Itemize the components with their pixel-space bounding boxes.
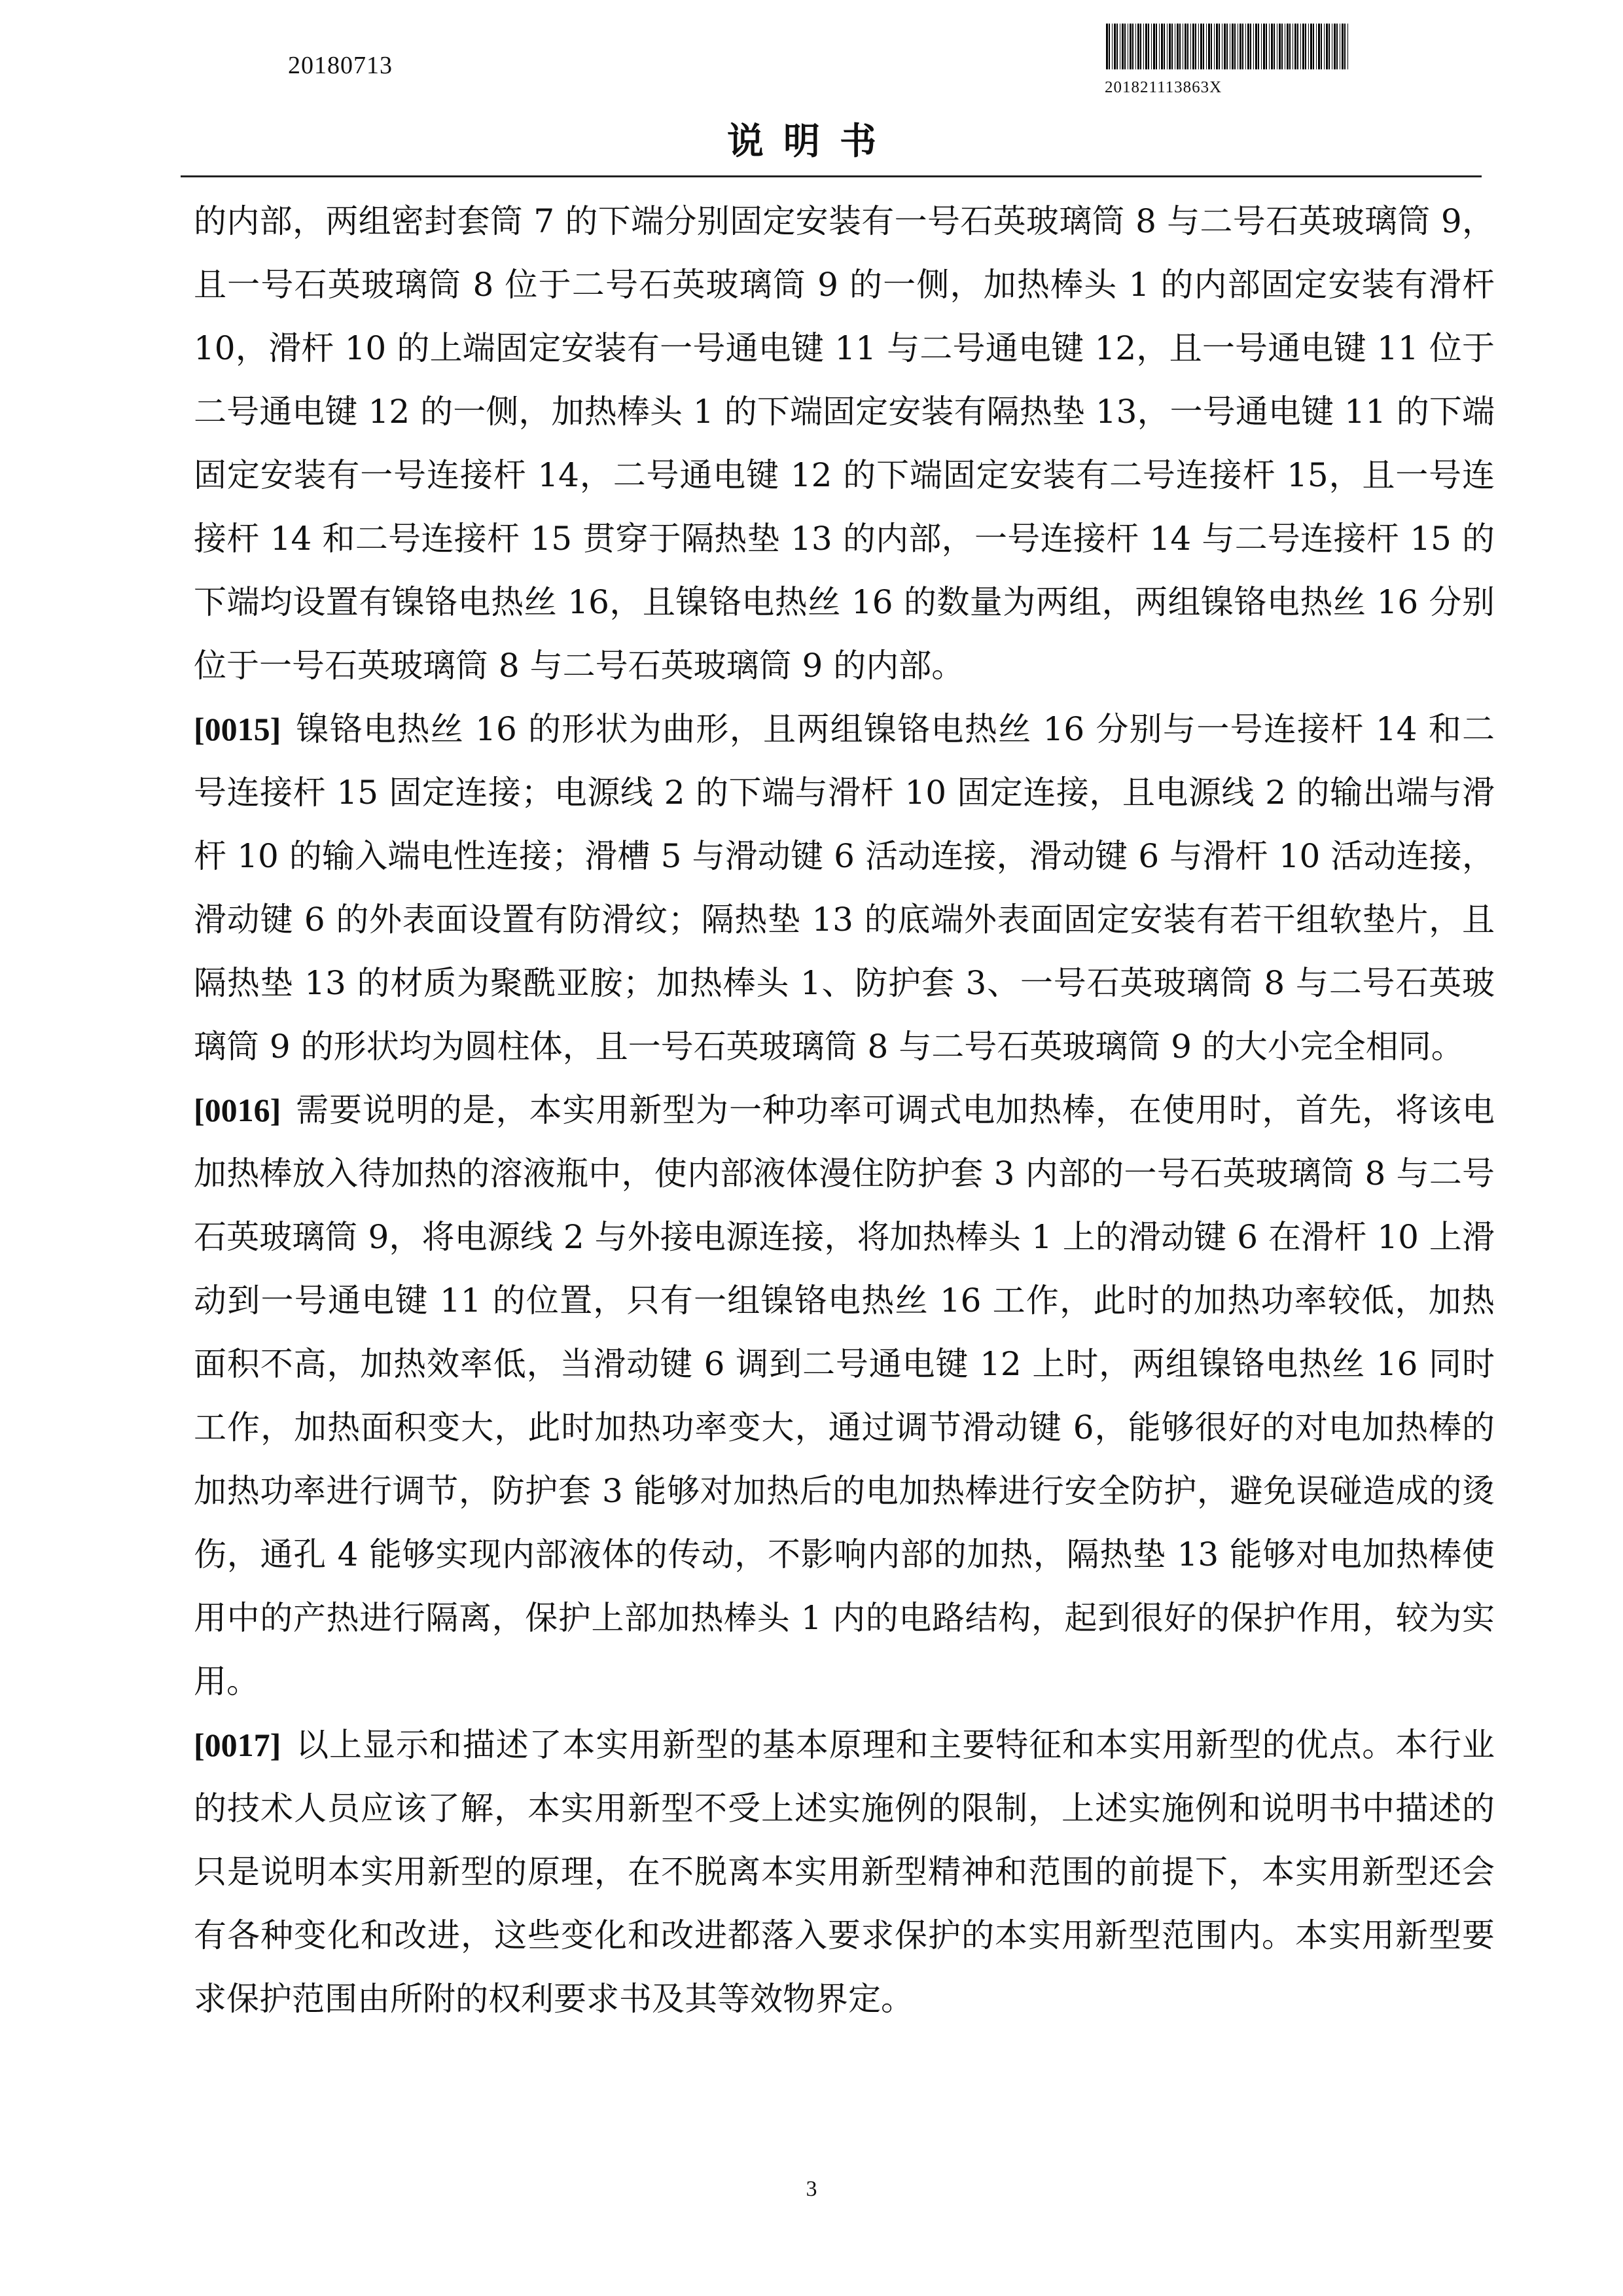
paragraph-text: 需要说明的是，本实用新型为一种功率可调式电加热棒，在使用时，首先，将该电加热棒放入待加热的溶液瓶中，使内部液体漫住防护套 3 内部的一号石英玻璃筒 8 与二号石英玻璃筒 9，将电源线 2 与外接电源连接，将加热棒头 1 上的滑动键 6 在滑杆 10 上滑动到一号通电键 11 的位置，只有一组镍铬电热丝 16 工作，此时的加热功率较低，加热面积不高，加热效率低，当滑动键 6 调到二号通电键 12 上时，两组镍铬电热丝 16 同时工作，加热面积变大，此时加热功率变大，通过调节滑动键 6，能够很好的对电加热棒的加热功率进行调节，防护套 3 能够对加热后的电加热棒进行安全防护，避免误碰造成的烫伤，通孔 4 能够实现内部液体的传动，不影响内部的加热，隔热垫 13 能够对电加热棒使用中的产热进行隔离，保护上部加热棒头 1 内的电路结构，起到很好的保护作用，较为实用。 [194, 1091, 1495, 1700]
paragraph-0016 [194, 1079, 1495, 1713]
paragraph-text: 的内部，两组密封套筒 7 的下端分别固定安装有一号石英玻璃筒 8 与二号石英玻璃筒 9，且一号石英玻璃筒 8 位于二号石英玻璃筒 9 的一侧，加热棒头 1 的内部固定安装有滑杆 10，滑杆 10 的上端固定安装有一号通电键 11 与二号通电键 12，且一号通电键 11 位于二号通电键 12 的一侧，加热棒头 1 的下端固定安装有隔热垫 13，一号通电键 11 的下端固定安装有一号连接杆 14，二号通电键 12 的下端固定安装有二号连接杆 15，且一号连接杆 14 和二号连接杆 15 贯穿于隔热垫 13 的内部，一号连接杆 14 与二号连接杆 15 的下端均设置有镍铬电热丝 16，且镍铬电热丝 16 的数量为两组，两组镍铬电热丝 16 分别位于一号石英玻璃筒 8 与二号石英玻璃筒 9 的内部。 [194, 202, 1495, 685]
header-divider [181, 175, 1482, 177]
barcode-number: 201821113863X [1105, 79, 1222, 96]
page-number: 3 [806, 2177, 817, 2201]
paragraph-number: [0015] [194, 711, 281, 747]
document-body [194, 190, 1495, 2031]
paragraph-text: 镍铬电热丝 16 的形状为曲形，且两组镍铬电热丝 16 分别与一号连接杆 14 和二号连接杆 15 固定连接；电源线 2 的下端与滑杆 10 固定连接，且电源线 2 的输出端与滑杆 10 的输入端电性连接；滑槽 5 与滑动键 6 活动连接，滑动键 6 与滑杆 10 活动连接，滑动键 6 的外表面设置有防滑纹；隔热垫 13 的底端外表面固定安装有若干组软垫片，且隔热垫 13 的材质为聚酰亚胺；加热棒头 1、防护套 3、一号石英玻璃筒 8 与二号石英玻璃筒 9 的形状均为圆柱体，且一号石英玻璃筒 8 与二号石英玻璃筒 9 的大小完全相同。 [194, 710, 1495, 1066]
page-title: 说明书 [727, 120, 896, 163]
paragraph-number: [0017] [194, 1727, 281, 1763]
header-date: 20180713 [288, 52, 393, 79]
paragraph-0015 [194, 698, 1495, 1079]
barcode-icon [1105, 24, 1350, 69]
paragraph-0017 [194, 1713, 1495, 2031]
paragraph-text: 以上显示和描述了本实用新型的基本原理和主要特征和本实用新型的优点。本行业的技术人员应该了解，本实用新型不受上述实施例的限制，上述实施例和说明书中描述的只是说明本实用新型的原理，在不脱离本实用新型精神和范围的前提下，本实用新型还会有各种变化和改进，这些变化和改进都落入要求保护的本实用新型范围内。本实用新型要求保护范围由所附的权利要求书及其等效物界定。 [194, 1726, 1495, 2018]
paragraph-continuation [194, 190, 1495, 698]
paragraph-number: [0016] [194, 1092, 281, 1128]
